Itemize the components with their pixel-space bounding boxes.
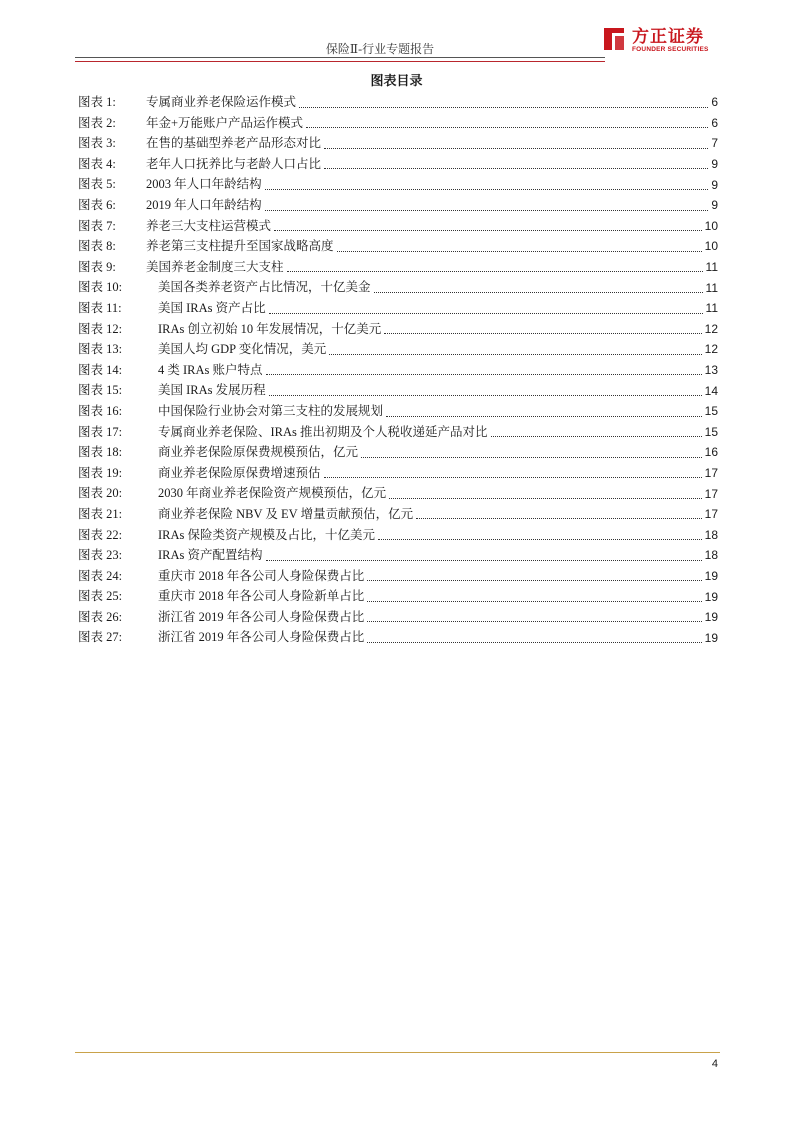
toc-entry-title: 专属商业养老保险运作模式 — [146, 95, 297, 110]
toc-entry-number: 图表 22: — [78, 527, 123, 542]
toc-entry-leader — [324, 167, 708, 169]
toc-entry[interactable] — [78, 216, 718, 237]
toc-entry-leader — [367, 600, 701, 602]
toc-entry-number: 图表 11: — [78, 300, 122, 315]
logo-english-name: FOUNDER SECURITIES — [632, 46, 709, 53]
toc-entry-title: 重庆市 2018 年各公司人身险保费占比 — [158, 568, 365, 583]
page-number: 4 — [711, 1058, 718, 1070]
toc-entry-page: 19 — [704, 568, 718, 583]
toc-entry-number: 图表 25: — [78, 589, 123, 604]
toc-entry-title: 美国各类养老资产占比情况，十亿美金 — [158, 280, 371, 295]
toc-entry[interactable] — [78, 483, 718, 504]
toc-entry-leader — [367, 620, 701, 622]
toc-entry[interactable] — [78, 566, 718, 587]
toc-entry-leader — [324, 476, 702, 478]
toc-entry-number: 图表 7: — [78, 218, 116, 233]
toc-entry[interactable] — [78, 607, 718, 628]
toc-entry[interactable] — [78, 380, 718, 401]
toc-entry-page: 19 — [704, 630, 718, 645]
toc-entry-page: 11 — [705, 280, 718, 295]
toc-entry-page: 11 — [705, 301, 718, 316]
toc-entry[interactable] — [78, 298, 718, 319]
toc-entry-title: 养老第三支柱提升至国家战略高度 — [146, 239, 334, 254]
toc-entry-number: 图表 20: — [78, 486, 123, 501]
toc-entry-leader — [491, 435, 702, 437]
toc-entry[interactable] — [78, 504, 718, 525]
toc-entry-number: 图表 1: — [78, 95, 116, 110]
toc-entry-page: 16 — [704, 445, 718, 460]
toc-entry-page: 19 — [704, 610, 718, 625]
founder-logo-icon — [600, 24, 628, 54]
toc-entry-page: 10 — [704, 218, 718, 233]
toc-entry-title: IRAs 保险类资产规模及占比，十亿美元 — [158, 527, 376, 542]
toc-entry-number: 图表 18: — [78, 445, 123, 460]
toc-entry-number: 图表 17: — [78, 424, 123, 439]
toc-entry-page: 7 — [711, 136, 718, 151]
toc-entry-leader — [287, 270, 703, 272]
toc-entry[interactable] — [78, 174, 718, 195]
toc-entry-leader — [269, 312, 703, 314]
toc-entry-title: 美国 IRAs 发展历程 — [158, 383, 266, 398]
toc-entry-leader — [324, 147, 708, 149]
toc-entry-leader — [266, 559, 702, 561]
toc-entry-page: 19 — [704, 589, 718, 604]
toc-entry[interactable] — [78, 422, 718, 443]
toc-entry[interactable] — [78, 627, 718, 648]
toc-entry-title: 美国 IRAs 资产占比 — [158, 300, 266, 315]
toc-entry-page: 17 — [704, 486, 718, 501]
toc-entry-title: 商业养老保险 NBV 及 EV 增量贡献预估，亿元 — [158, 506, 414, 521]
toc-entry-leader — [265, 209, 709, 211]
toc-entry[interactable] — [78, 92, 718, 113]
toc-entry[interactable] — [78, 133, 718, 154]
toc-entry-page: 9 — [711, 177, 718, 192]
toc-entry[interactable] — [78, 545, 718, 566]
toc-entry-number: 图表 8: — [78, 239, 116, 254]
toc-title: 图表目录 — [370, 74, 423, 89]
toc-entry-page: 9 — [711, 198, 718, 213]
toc-entry[interactable] — [78, 401, 718, 422]
toc-entry-leader — [337, 250, 702, 252]
toc-entry-leader — [374, 291, 703, 293]
toc-entry-page: 13 — [704, 363, 718, 378]
toc-entry-leader — [361, 456, 702, 458]
toc-entry-page: 18 — [704, 527, 718, 542]
toc-entry-title: 商业养老保险原保费规模预估，亿元 — [158, 445, 359, 460]
toc-entry-title: 美国养老金制度三大支柱 — [146, 259, 284, 274]
toc-entry[interactable] — [78, 154, 718, 175]
toc-entry-page: 6 — [711, 95, 718, 110]
footer-divider — [75, 1052, 720, 1053]
toc-entry-number: 图表 5: — [78, 177, 116, 192]
toc-entry-title: 年金+万能账户产品运作模式 — [146, 115, 304, 130]
toc-entry-page: 12 — [704, 342, 718, 357]
toc-entry-leader — [274, 229, 702, 231]
toc-entry[interactable] — [78, 339, 718, 360]
toc-entry-leader — [378, 538, 702, 540]
header-divider — [75, 57, 605, 58]
toc-entry-leader — [386, 415, 702, 417]
logo-chinese-name: 方正证券 — [632, 27, 704, 47]
toc-entry[interactable] — [78, 442, 718, 463]
toc-entry-leader — [266, 373, 702, 375]
toc-entry-title: 2030 年商业养老保险资产规模预估，亿元 — [158, 486, 387, 501]
toc-entry[interactable] — [78, 319, 718, 340]
toc-entry-leader — [265, 188, 709, 190]
toc-entry-title: 4 类 IRAs 账户特点 — [158, 362, 263, 377]
toc-entry-leader — [384, 332, 701, 334]
toc-entry-title: 专属商业养老保险、IRAs 推出初期及个人税收递延产品对比 — [158, 424, 488, 439]
toc-entry-number: 图表 21: — [78, 506, 123, 521]
toc-entry-number: 图表 15: — [78, 383, 123, 398]
toc-entry-title: 中国保险行业协会对第三支柱的发展规划 — [158, 403, 384, 418]
toc-entry-title: 2003 年人口年龄结构 — [146, 177, 262, 192]
header-divider-accent — [75, 61, 605, 62]
toc-entry-title: 2019 年人口年龄结构 — [146, 198, 262, 213]
toc-entry-page: 14 — [704, 383, 718, 398]
toc-entry[interactable] — [78, 277, 718, 298]
toc-entry-leader — [367, 641, 701, 643]
toc-entry-number: 图表 23: — [78, 548, 123, 563]
toc-entry[interactable] — [78, 524, 718, 545]
toc-entry-number: 图表 27: — [78, 630, 123, 645]
table-of-figures — [78, 92, 718, 648]
toc-entry-number: 图表 13: — [78, 342, 123, 357]
toc-entry-title: 老年人口抚养比与老龄人口占比 — [146, 156, 322, 171]
toc-entry-leader — [416, 517, 702, 519]
toc-entry[interactable] — [78, 257, 718, 278]
toc-entry-number: 图表 10: — [78, 280, 123, 295]
toc-entry-page: 17 — [704, 465, 718, 480]
toc-entry-title: IRAs 资产配置结构 — [158, 548, 263, 563]
toc-entry-number: 图表 16: — [78, 403, 123, 418]
toc-entry-number: 图表 2: — [78, 115, 116, 130]
toc-entry-title: IRAs 创立初始 10 年发展情况，十亿美元 — [158, 321, 382, 336]
toc-entry-page: 11 — [705, 260, 718, 275]
toc-entry-number: 图表 14: — [78, 362, 123, 377]
toc-entry-page: 9 — [711, 157, 718, 172]
toc-entry-number: 图表 19: — [78, 465, 123, 480]
toc-entry[interactable] — [78, 463, 718, 484]
toc-entry-page: 6 — [711, 115, 718, 130]
toc-entry-title: 在售的基础型养老产品形态对比 — [146, 136, 322, 151]
toc-entry-number: 图表 4: — [78, 156, 116, 171]
toc-entry-title: 浙江省 2019 年各公司人身险保费占比 — [158, 609, 365, 624]
toc-entry-page: 17 — [704, 507, 718, 522]
toc-entry-title: 浙江省 2019 年各公司人身险保费占比 — [158, 630, 365, 645]
toc-entry-leader — [389, 497, 702, 499]
toc-entry-number: 图表 9: — [78, 259, 116, 274]
toc-entry-page: 15 — [704, 424, 718, 439]
toc-entry-leader — [269, 394, 702, 396]
toc-entry-number: 图表 12: — [78, 321, 123, 336]
toc-entry-page: 10 — [704, 239, 718, 254]
toc-entry-title: 美国人均 GDP 变化情况，美元 — [158, 342, 327, 357]
toc-entry[interactable] — [78, 195, 718, 216]
toc-entry-page: 12 — [704, 321, 718, 336]
toc-entry-leader — [306, 126, 708, 128]
toc-entry-title: 养老三大支柱运营模式 — [146, 218, 272, 233]
toc-entry-page: 18 — [704, 548, 718, 563]
toc-entry-leader — [329, 353, 701, 355]
toc-entry[interactable] — [78, 586, 718, 607]
toc-entry-number: 图表 3: — [78, 136, 116, 151]
toc-entry[interactable] — [78, 113, 718, 134]
toc-entry-title: 重庆市 2018 年各公司人身险新单占比 — [158, 589, 365, 604]
founder-securities-logo — [600, 22, 720, 58]
toc-entry-number: 图表 24: — [78, 568, 123, 583]
toc-entry-number: 图表 6: — [78, 198, 116, 213]
toc-entry-title: 商业养老保险原保费增速预估 — [158, 465, 321, 480]
toc-entry-leader — [299, 106, 708, 108]
toc-entry-page: 15 — [704, 404, 718, 419]
toc-entry[interactable] — [78, 236, 718, 257]
toc-entry[interactable] — [78, 360, 718, 381]
toc-entry-number: 图表 26: — [78, 609, 123, 624]
header-title: 保险Ⅱ-行业专题报告 — [325, 42, 435, 56]
toc-entry-leader — [367, 579, 701, 581]
